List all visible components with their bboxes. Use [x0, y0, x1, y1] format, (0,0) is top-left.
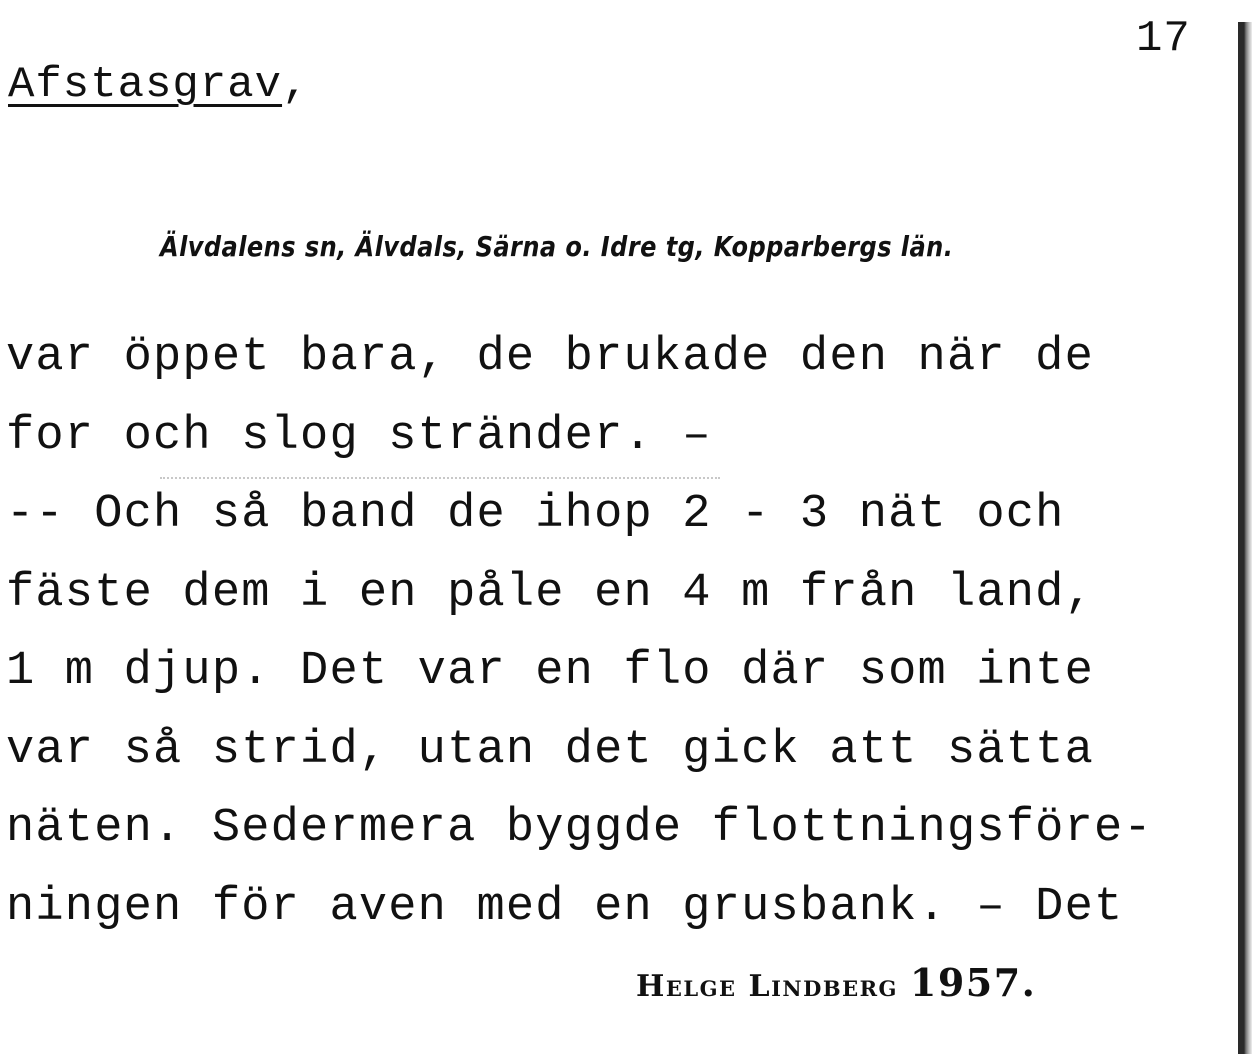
transcript-line: -- Och så band de ihop 2 - 3 nät och	[6, 488, 1065, 541]
transcript-line: 1 m djup. Det var en flo där som inte	[6, 645, 1094, 698]
collector-signature	[636, 960, 1036, 1005]
card-title-word: Afstasgrav	[8, 60, 283, 110]
card-title	[8, 60, 309, 110]
transcript-line: for och slog stränder. –	[6, 409, 712, 463]
transcript-line: ningen för aven med en grusbank. – Det	[6, 880, 1124, 934]
page-number: 17	[1136, 14, 1191, 64]
card-edge-border	[1238, 22, 1252, 1054]
transcript-line: var så strid, utan det gick att sätta	[6, 723, 1094, 777]
transcript-line: var öppet bara, de brukade den när de	[6, 331, 1094, 384]
collector-name: Helge Lindberg	[636, 969, 898, 1004]
card-title-comma: ,	[282, 60, 310, 110]
transcript-body	[6, 328, 1231, 956]
transcript-line: näten. Sedermera byggde flottningsföre-	[6, 802, 1153, 855]
transcript-line: fäste dem i en påle en 4 m från land,	[6, 566, 1094, 620]
location-line: Älvdalens sn, Älvdals, Särna o. Idre tg, Kopparbergs län.	[160, 230, 954, 263]
collection-year: 1957.	[909, 960, 1037, 1005]
